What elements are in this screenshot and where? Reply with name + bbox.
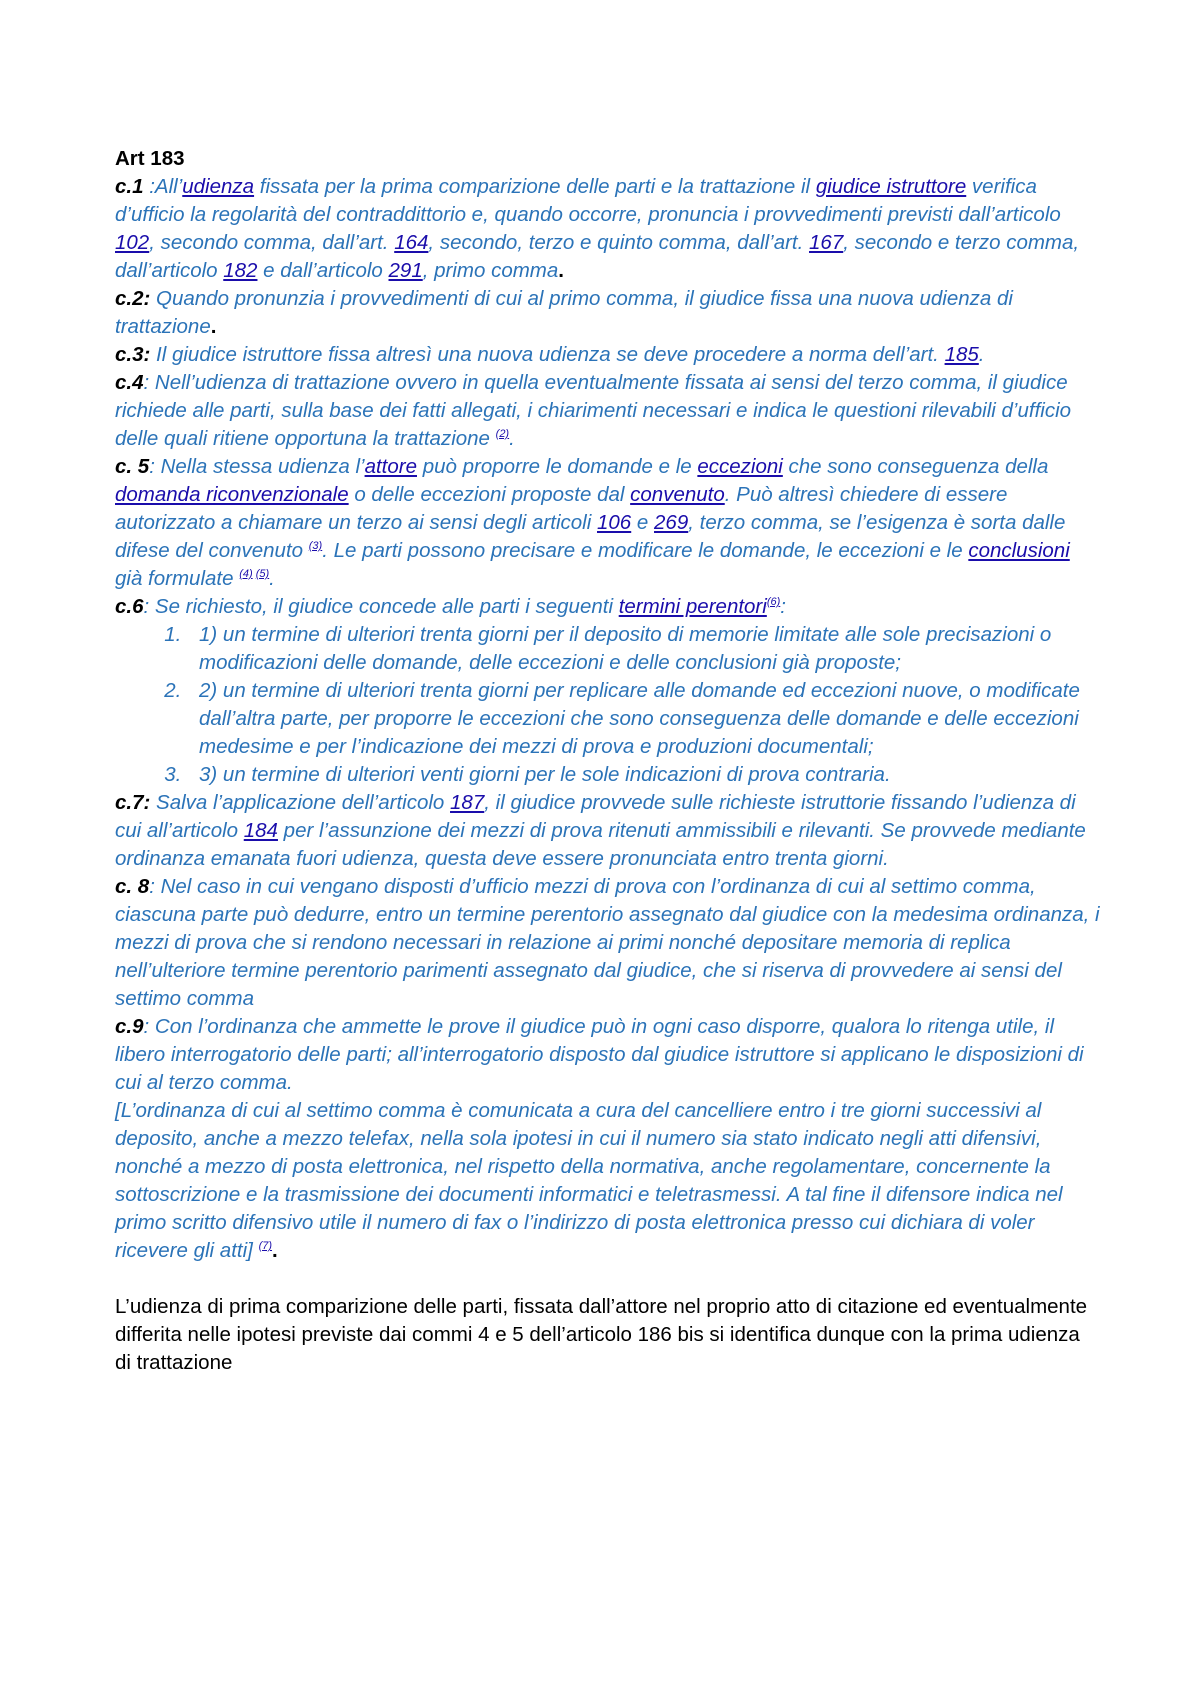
footnote-link[interactable]: (2)	[495, 428, 510, 441]
comma-6-label: c.6	[115, 595, 144, 618]
comma-2-label: c.2	[115, 287, 144, 310]
footnote-link[interactable]: (5)	[255, 568, 270, 581]
comma-1-label: c.1	[115, 175, 144, 198]
comma-9-label: c.9	[115, 1015, 144, 1038]
comma-6: c.6: Se richiesto, il giudice concede alle parti i seguenti termini perentori$^{(6)}$:	[115, 595, 786, 618]
link-domanda-riconvenzionale[interactable]: domanda riconvenzionale	[115, 483, 349, 506]
link-art-291[interactable]: 291	[388, 259, 423, 282]
closing-note: L’udienza di prima comparizione delle parti, fissata dall’attore nel proprio atto di citazione ed eventualmente differita nelle ipotesi previste dai commi 4 e 5 dell’articolo 186 bis si identifica dunque con la prima udienza di trattazione	[115, 1295, 1088, 1374]
link-art-102[interactable]: 102	[115, 231, 150, 254]
link-termini-perentori[interactable]: termini perentori	[618, 595, 767, 618]
link-art-164[interactable]: 164	[394, 231, 429, 254]
document-page	[115, 145, 1100, 1377]
link-art-184[interactable]: 184	[243, 819, 278, 842]
comma-3: c.3: Il giudice istruttore fissa altresì una nuova udienza se deve procedere a norma dell’art. 185.	[115, 343, 985, 366]
link-art-187[interactable]: 187	[450, 791, 485, 814]
comma-3-label: c.3	[115, 343, 144, 366]
link-art-106[interactable]: 106	[597, 511, 632, 534]
footnote-link[interactable]: (4)	[239, 568, 253, 581]
link-art-167[interactable]: 167	[809, 231, 844, 254]
comma-4-label: c.4	[115, 371, 144, 394]
comma-8-label: c. 8	[115, 875, 150, 898]
link-art-185[interactable]: 185	[944, 343, 979, 366]
comma-9: c.9: Con l’ordinanza che ammette le prove il giudice può in ogni caso disporre, qualora lo ritenga utile, il libero interrogatorio delle parti; all’interrogatorio disposto dal giudice istruttore si applicano le disposizioni di cui al terzo comma. [L’ordinanza di cui al settimo comma è comunicata a cura del cancelliere entro i tre giorni successivi al deposito, anche a mezzo telefax, nella sola ipotesi in cui il numero sia stato indicato negli atti difensivi, nonché a mezzo di posta elettronica, nel rispetto della normativa, anche regolamentare, concernente la sottoscrizione e la trasmissione dei documenti informatici e teletrasmessi. A tal fine il difensore indica nel primo scritto difensivo utile il numero di fax o l’indirizzo di posta elettronica presso cui dichiara di voler ricevere gli atti] $^{(7)}$.	[115, 1015, 1084, 1262]
footnote-link[interactable]: (3)	[308, 540, 323, 553]
link-convenuto[interactable]: convenuto	[630, 483, 725, 506]
link-art-269[interactable]: 269	[654, 511, 689, 534]
link-attore[interactable]: attore	[364, 455, 417, 478]
comma-2: c.2: Quando pronunzia i provvedimenti di cui al primo comma, il giudice fissa una nuova udienza di trattazione.	[115, 287, 1013, 338]
link-udienza[interactable]: udienza	[182, 175, 255, 198]
list-item: 3. 3) un termine di ulteriori venti giorni per le sole indicazioni di prova contraria.	[187, 761, 1100, 789]
list-item: 1. 1) un termine di ulteriori trenta giorni per il deposito di memorie limitate alle sole precisazioni o modificazioni delle domande, delle eccezioni e delle conclusioni già proposte;	[187, 621, 1100, 677]
footnote-link[interactable]: (7)	[258, 1240, 273, 1253]
link-giudice-istruttore[interactable]: giudice istruttore	[815, 175, 967, 198]
terms-list	[115, 621, 1100, 789]
comma-5: c. 5: Nella stessa udienza l’attore può proporre le domande e le eccezioni che sono conseguenza della domanda riconvenzionale o delle eccezioni proposte dal convenuto. Può altresì chiedere di essere autorizzato a chiamare un terzo ai sensi degli articoli 106 e 269, terzo comma, se l’esigenza è sorta dalle difese del convenuto $^{(3)}$. Le parti possono precisare e modificare le domande, le eccezioni e le conclusioni già formulate $^{(4) (5)}$.	[115, 455, 1070, 590]
article-title: Art 183	[115, 147, 185, 170]
comma-5-label: c. 5	[115, 455, 150, 478]
link-art-182[interactable]: 182	[223, 259, 258, 282]
list-item: 2. 2) un termine di ulteriori trenta giorni per replicare alle domande ed eccezioni nuove, o modificate dall’altra parte, per proporre le eccezioni che sono conseguenza delle domande e delle eccezioni medesime e per l’indicazione dei mezzi di prova e produzioni documentali;	[187, 677, 1100, 761]
link-eccezioni[interactable]: eccezioni	[697, 455, 783, 478]
comma-7: c.7: Salva l’applicazione dell’articolo 187, il giudice provvede sulle richieste istruttorie fissando l’udienza di cui all’articolo 184 per l’assunzione dei mezzi di prova ritenuti ammissibili e rilevanti. Se provvede mediante ordinanza emanata fuori udienza, questa deve essere pronunciata entro trenta giorni.	[115, 791, 1086, 870]
comma-1: c.1 :All’udienza fissata per la prima comparizione delle parti e la trattazione il giudice istruttore verifica d’ufficio la regolarità del contraddittorio e, quando occorre, pronuncia i provvedimenti previsti dall’articolo 102, secondo comma, dall’art. 164, secondo, terzo e quinto comma, dall’art. 167, secondo e terzo comma, dall’articolo 182 e dall’articolo 291, primo comma.	[115, 175, 1080, 282]
comma-8: c. 8: Nel caso in cui vengano disposti d’ufficio mezzi di prova con l’ordinanza di cui al settimo comma, ciascuna parte può dedurre, entro un termine perentorio assegnato dal giudice con la medesima ordinanza, i mezzi di prova che si rendono necessari in relazione ai primi nonché depositare memoria di replica nell’ulteriore termine perentorio parimenti assegnato dal giudice, che si riserva di provvedere ai sensi del settimo comma	[115, 875, 1100, 1010]
footnote-link[interactable]: (6)	[766, 596, 781, 609]
comma-4: c.4: Nell’udienza di trattazione ovvero in quella eventualmente fissata ai sensi del terzo comma, il giudice richiede alle parti, sulla base dei fatti allegati, i chiarimenti necessari e indica le questioni rilevabili d’ufficio delle quali ritiene opportuna la trattazione $^{(2)}$.	[115, 371, 1072, 450]
link-conclusioni[interactable]: conclusioni	[968, 539, 1070, 562]
comma-7-label: c.7	[115, 791, 144, 814]
